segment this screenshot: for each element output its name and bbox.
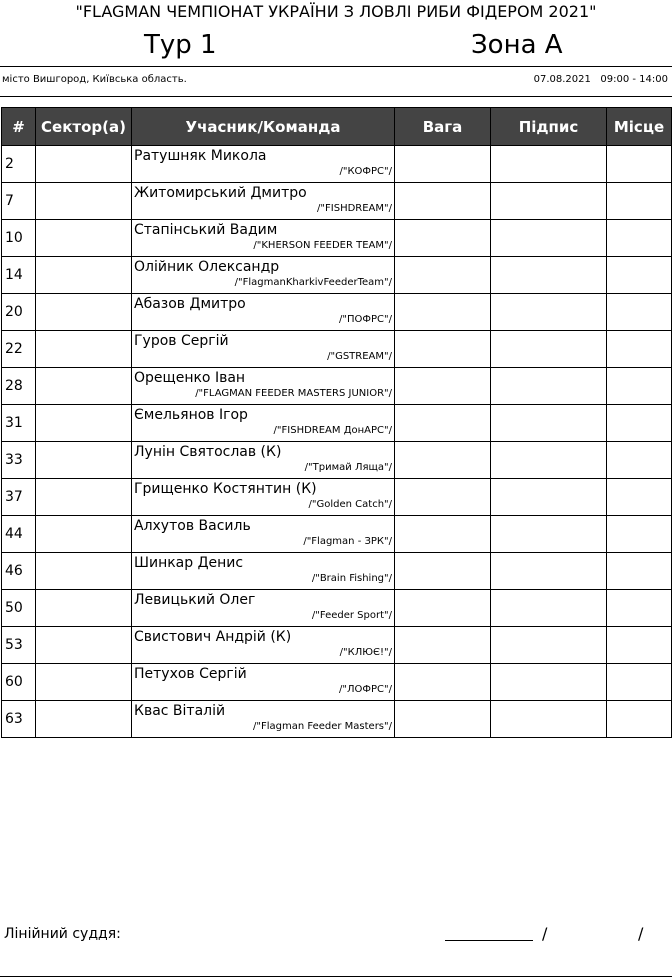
event-date-time: 07.08.2021 09:00 - 14:00 <box>533 74 668 85</box>
participant-name: Шинкар Денис <box>134 555 244 571</box>
table-row <box>2 701 672 738</box>
participant-cell <box>132 627 395 664</box>
signature-cell[interactable] <box>491 553 607 590</box>
place-cell[interactable] <box>607 220 672 257</box>
weight-cell[interactable] <box>395 590 491 627</box>
participant-team: /"Golden Catch"/ <box>308 499 392 510</box>
participant-team: /"Feeder Sport"/ <box>311 610 392 621</box>
signature-cell[interactable] <box>491 590 607 627</box>
divider-top <box>0 66 672 67</box>
weight-cell[interactable] <box>395 479 491 516</box>
participant-team: /"Flagman - ЗРК"/ <box>303 536 392 547</box>
participant-cell <box>132 368 395 405</box>
weight-cell[interactable] <box>395 220 491 257</box>
participant-team: /"КОФРС"/ <box>339 166 392 177</box>
participant-number: 53 <box>2 627 36 664</box>
place-cell[interactable] <box>607 146 672 183</box>
participant-number: 28 <box>2 368 36 405</box>
place-cell[interactable] <box>607 590 672 627</box>
participant-name: Олійник Олександр <box>134 259 280 275</box>
participant-cell <box>132 479 395 516</box>
participant-cell <box>132 405 395 442</box>
place-cell[interactable] <box>607 294 672 331</box>
table-row <box>2 368 672 405</box>
place-cell[interactable] <box>607 701 672 738</box>
place-cell[interactable] <box>607 516 672 553</box>
signature-cell[interactable] <box>491 701 607 738</box>
line-judge-label: Лінійний суддя: <box>4 926 121 942</box>
sector-cell[interactable] <box>36 553 132 590</box>
participant-number: 50 <box>2 590 36 627</box>
participant-team: /"FISHDREAM ДонАРС"/ <box>273 425 392 436</box>
sector-cell[interactable] <box>36 664 132 701</box>
participant-team: /"KHERSON FEEDER TEAM"/ <box>253 240 392 251</box>
place-cell[interactable] <box>607 368 672 405</box>
participant-cell <box>132 331 395 368</box>
signature-cell[interactable] <box>491 257 607 294</box>
table-header-row <box>2 108 672 146</box>
sector-cell[interactable] <box>36 479 132 516</box>
signature-cell[interactable] <box>491 294 607 331</box>
participant-name: Орещенко Іван <box>134 370 246 386</box>
signature-cell[interactable] <box>491 479 607 516</box>
participant-name: Абазов Дмитро <box>134 296 246 312</box>
sector-cell[interactable] <box>36 627 132 664</box>
participant-name: Квас Віталій <box>134 703 226 719</box>
judge-signature-line <box>445 940 533 941</box>
signature-cell[interactable] <box>491 442 607 479</box>
table-row <box>2 294 672 331</box>
table-row <box>2 553 672 590</box>
participant-cell <box>132 590 395 627</box>
participant-number: 60 <box>2 664 36 701</box>
participant-team: /"Тримай Ляща"/ <box>304 462 392 473</box>
zone-label: Зона А <box>471 30 563 60</box>
participant-number: 63 <box>2 701 36 738</box>
table-row <box>2 146 672 183</box>
weight-cell[interactable] <box>395 442 491 479</box>
signature-cell[interactable] <box>491 516 607 553</box>
weight-cell[interactable] <box>395 627 491 664</box>
participants-table <box>1 107 672 738</box>
place-cell[interactable] <box>607 664 672 701</box>
table-row <box>2 331 672 368</box>
signature-cell[interactable] <box>491 146 607 183</box>
participant-cell <box>132 183 395 220</box>
column-header-number: # <box>2 108 36 146</box>
participant-team: /"ПОФРС"/ <box>339 314 392 325</box>
participant-cell <box>132 294 395 331</box>
participant-number: 22 <box>2 331 36 368</box>
sector-cell[interactable] <box>36 146 132 183</box>
participant-name: Грищенко Костянтин (К) <box>134 481 317 497</box>
place-cell[interactable] <box>607 553 672 590</box>
weight-cell[interactable] <box>395 664 491 701</box>
participant-cell <box>132 516 395 553</box>
column-header-signature: Підпис <box>491 108 607 146</box>
participant-name: Стапінський Вадим <box>134 222 278 238</box>
divider-bottom <box>0 976 672 977</box>
sector-cell[interactable] <box>36 516 132 553</box>
participant-cell <box>132 257 395 294</box>
place-cell[interactable] <box>607 627 672 664</box>
participant-number: 2 <box>2 146 36 183</box>
participant-name: Житомирський Дмитро <box>134 185 307 201</box>
signature-cell[interactable] <box>491 627 607 664</box>
column-header-weight: Вага <box>395 108 491 146</box>
participant-number: 31 <box>2 405 36 442</box>
column-header-sector: Сектор(а) <box>36 108 132 146</box>
participant-team: /"FLAGMAN FEEDER MASTERS JUNIOR"/ <box>195 388 392 399</box>
weight-cell[interactable] <box>395 701 491 738</box>
table-row <box>2 220 672 257</box>
place-cell[interactable] <box>607 479 672 516</box>
sector-cell[interactable] <box>36 183 132 220</box>
participant-cell <box>132 220 395 257</box>
weight-cell[interactable] <box>395 183 491 220</box>
sector-cell[interactable] <box>36 368 132 405</box>
participant-team: /"КЛЮЄ!"/ <box>339 647 392 658</box>
participant-name: Свистович Андрій (К) <box>134 629 292 645</box>
signature-cell[interactable] <box>491 405 607 442</box>
participant-name: Левицький Олег <box>134 592 256 608</box>
participant-cell <box>132 146 395 183</box>
participant-cell <box>132 553 395 590</box>
weight-cell[interactable] <box>395 553 491 590</box>
table-row <box>2 183 672 220</box>
participant-cell <box>132 664 395 701</box>
place-cell[interactable] <box>607 442 672 479</box>
sector-cell[interactable] <box>36 257 132 294</box>
participant-team: /"GSTREAM"/ <box>327 351 392 362</box>
participant-number: 14 <box>2 257 36 294</box>
signature-cell[interactable] <box>491 331 607 368</box>
place-cell[interactable] <box>607 331 672 368</box>
document-title: "FLAGMAN ЧЕМПІОНАТ УКРАЇНИ З ЛОВЛІ РИБИ ФІДЕРОМ 2021" <box>75 2 597 21</box>
table-row <box>2 405 672 442</box>
participant-name: Лунін Святослав (К) <box>134 444 282 460</box>
participant-name: Петухов Сергій <box>134 666 247 682</box>
sector-cell[interactable] <box>36 220 132 257</box>
participant-number: 10 <box>2 220 36 257</box>
signature-cell[interactable] <box>491 183 607 220</box>
weight-cell[interactable] <box>395 146 491 183</box>
sector-cell[interactable] <box>36 405 132 442</box>
participant-team: /"ЛОФРС"/ <box>339 684 392 695</box>
participant-team: /"FISHDREAM"/ <box>317 203 392 214</box>
tour-label: Тур 1 <box>144 30 217 60</box>
table-row <box>2 516 672 553</box>
table-row <box>2 590 672 627</box>
signature-separator: / <box>542 924 548 943</box>
signature-cell[interactable] <box>491 368 607 405</box>
participant-cell <box>132 442 395 479</box>
signature-separator: / <box>638 924 644 943</box>
participant-cell <box>132 701 395 738</box>
table-row <box>2 257 672 294</box>
participant-team: /"Brain Fishing"/ <box>311 573 392 584</box>
signature-cell[interactable] <box>491 220 607 257</box>
participant-number: 44 <box>2 516 36 553</box>
weight-cell[interactable] <box>395 368 491 405</box>
signature-cell[interactable] <box>491 664 607 701</box>
weight-cell[interactable] <box>395 405 491 442</box>
place-cell[interactable] <box>607 257 672 294</box>
participant-number: 20 <box>2 294 36 331</box>
divider-info <box>0 96 672 97</box>
table-row <box>2 442 672 479</box>
sector-cell[interactable] <box>36 331 132 368</box>
event-location: місто Вишгород, Київська область. <box>2 74 187 85</box>
table-row <box>2 664 672 701</box>
participant-name: Ратушняк Микола <box>134 148 267 164</box>
participant-number: 33 <box>2 442 36 479</box>
column-header-participant: Учасник/Команда <box>132 108 395 146</box>
weight-cell[interactable] <box>395 516 491 553</box>
sector-cell[interactable] <box>36 590 132 627</box>
participant-name: Алхутов Василь <box>134 518 251 534</box>
weight-cell[interactable] <box>395 294 491 331</box>
sector-cell[interactable] <box>36 701 132 738</box>
participant-name: Ємельянов Ігор <box>134 407 248 423</box>
sector-cell[interactable] <box>36 294 132 331</box>
participant-team: /"FlagmanKharkivFeederTeam"/ <box>234 277 392 288</box>
participant-name: Гуров Сергій <box>134 333 229 349</box>
place-cell[interactable] <box>607 183 672 220</box>
sector-cell[interactable] <box>36 442 132 479</box>
participant-team: /"Flagman Feeder Masters"/ <box>253 721 392 732</box>
weight-cell[interactable] <box>395 331 491 368</box>
participant-number: 7 <box>2 183 36 220</box>
table-row <box>2 479 672 516</box>
column-header-place: Місце <box>607 108 672 146</box>
table-row <box>2 627 672 664</box>
participant-number: 46 <box>2 553 36 590</box>
weight-cell[interactable] <box>395 257 491 294</box>
place-cell[interactable] <box>607 405 672 442</box>
participant-number: 37 <box>2 479 36 516</box>
